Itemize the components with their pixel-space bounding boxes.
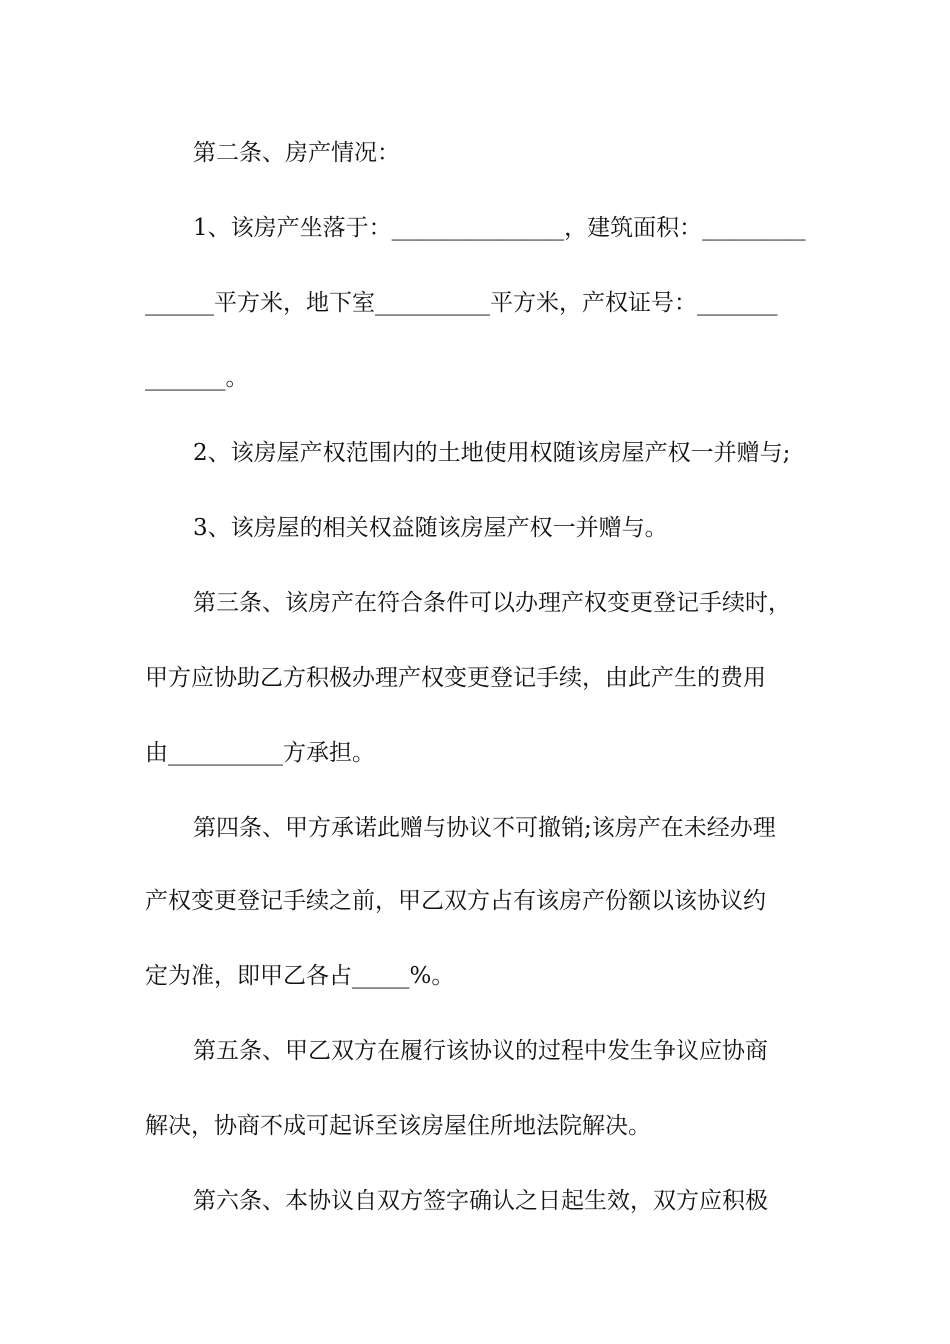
article-2-item-1-line-2 bbox=[0, 283, 950, 323]
article-4-line-1 bbox=[0, 808, 950, 848]
article-3-line-3 bbox=[0, 733, 950, 773]
text-line: 产权变更登记手续之前，甲乙双方占有该房产份额以该协议约 bbox=[145, 888, 766, 914]
article-3-line-2 bbox=[0, 658, 950, 698]
text-line: 第五条、甲乙双方在履行该协议的过程中发生争议应协商 bbox=[193, 1038, 768, 1064]
text-line: 由__________方承担。 bbox=[145, 740, 375, 766]
text-line: 定为准，即甲乙各占_____%。 bbox=[145, 963, 455, 989]
text-line: 第四条、甲方承诺此赠与协议不可撤销;该房产在未经办理 bbox=[193, 815, 776, 841]
article-4-line-2 bbox=[0, 881, 950, 921]
text-line: _______。 bbox=[145, 365, 249, 391]
article-4-line-3 bbox=[0, 956, 950, 996]
text-line: 第二条、房产情况： bbox=[193, 140, 400, 166]
article-5-line-2 bbox=[0, 1106, 950, 1146]
text-line: 解决，协商不成可起诉至该房屋住所地法院解决。 bbox=[145, 1113, 651, 1139]
article-6-line-1 bbox=[0, 1181, 950, 1221]
article-3-line-1 bbox=[0, 583, 950, 623]
text-line: 甲方应协助乙方积极办理产权变更登记手续，由此产生的费用 bbox=[145, 665, 766, 691]
article-2-item-1-line-1 bbox=[0, 208, 950, 248]
article-2-heading bbox=[0, 133, 950, 173]
article-2-item-2 bbox=[0, 433, 950, 473]
article-5-line-1 bbox=[0, 1031, 950, 1071]
text-line: 1、该房产坐落于：_______________，建筑面积：_________ bbox=[193, 215, 806, 241]
article-2-item-3 bbox=[0, 508, 950, 548]
text-line: 2、该房屋产权范围内的土地使用权随该房屋产权一并赠与; bbox=[193, 440, 791, 466]
text-line: ______平方米，地下室__________平方米，产权证号：_______ bbox=[145, 290, 778, 316]
text-line: 第三条、该房产在符合条件可以办理产权变更登记手续时， bbox=[193, 590, 791, 616]
text-line: 第六条、本协议自双方签字确认之日起生效，双方应积极 bbox=[193, 1188, 768, 1214]
article-2-item-1-line-3 bbox=[0, 358, 950, 398]
text-line: 3、该房屋的相关权益随该房屋产权一并赠与。 bbox=[193, 515, 668, 541]
